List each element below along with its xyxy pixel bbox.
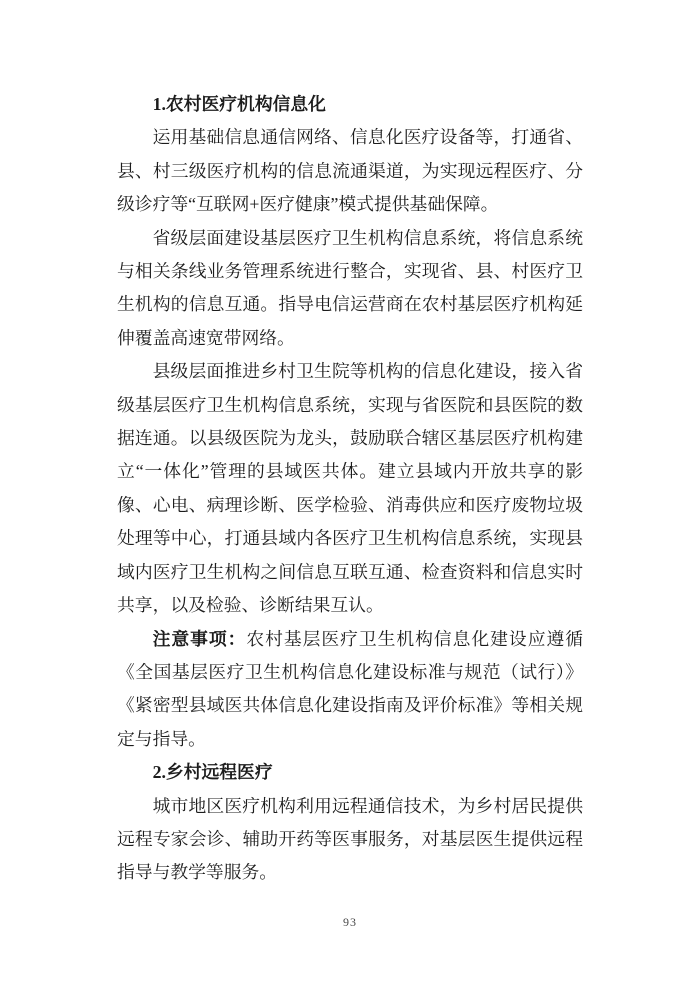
text-line: 《紧密型县域医共体信息化建设指南及评价标准》等相关规	[117, 695, 583, 716]
text-line: 立“一体化”管理的县域医共体。建立县域内开放共享的影	[117, 461, 583, 482]
text-line: 级诊疗等“互联网+医疗健康”模式提供基础保障。	[117, 194, 499, 215]
text-line: 注意事项：农村基层医疗卫生机构信息化建设应遵循	[152, 628, 583, 649]
text-line: 据连通。以县级医院为龙头，鼓励联合辖区基层医疗机构建	[117, 428, 583, 449]
section-heading	[117, 88, 583, 121]
text-line: 远程专家会诊、辅助开药等医事服务，对基层医生提供远程	[117, 828, 583, 849]
text-line: 1.农村医疗机构信息化	[152, 94, 326, 114]
section-heading	[117, 756, 583, 789]
text-line: 生机构的信息互通。指导电信运营商在农村基层医疗机构延	[117, 294, 583, 315]
text-line: 域内医疗卫生机构之间信息互联互通、检查资料和信息实时	[117, 561, 583, 582]
paragraph	[117, 121, 583, 221]
note-label: 注意事项：	[152, 628, 247, 649]
document-body	[117, 88, 583, 890]
paragraph	[117, 222, 583, 356]
text-line: 与相关条线业务管理系统进行整合，实现省、县、村医疗卫	[117, 261, 583, 282]
text-line: 处理等中心，打通县域内各医疗卫生机构信息系统，实现县	[117, 528, 583, 549]
text-line: 共享，以及检验、诊断结果互认。	[117, 595, 384, 616]
text-line: 省级层面建设基层医疗卫生机构信息系统，将信息系统	[152, 227, 583, 248]
text-line: 县、村三级医疗机构的信息流通渠道，为实现远程医疗、分	[117, 160, 583, 181]
paragraph	[117, 790, 583, 890]
page-footer	[0, 913, 700, 931]
text-line: 城市地区医疗机构利用远程通信技术，为乡村居民提供	[152, 795, 583, 816]
text-line: 像、心电、病理诊断、医学检验、消毒供应和医疗废物垃圾	[117, 494, 583, 515]
paragraph	[117, 623, 583, 757]
text-line: 定与指导。	[117, 728, 206, 749]
text-line: 级基层医疗卫生机构信息系统，实现与省医院和县医院的数	[117, 394, 583, 415]
text-line: 伸覆盖高速宽带网络。	[117, 327, 295, 348]
text-line: 县级层面推进乡村卫生院等机构的信息化建设，接入省	[152, 361, 583, 382]
text-line: 2.乡村远程医疗	[152, 762, 273, 783]
page-number: 93	[343, 915, 357, 929]
text-line: 《全国基层医疗卫生机构信息化建设标准与规范（试行）》	[117, 661, 583, 682]
text-line: 指导与教学等服务。	[117, 862, 278, 883]
paragraph	[117, 355, 583, 622]
text-line: 运用基础信息通信网络、信息化医疗设备等，打通省、	[152, 127, 583, 148]
